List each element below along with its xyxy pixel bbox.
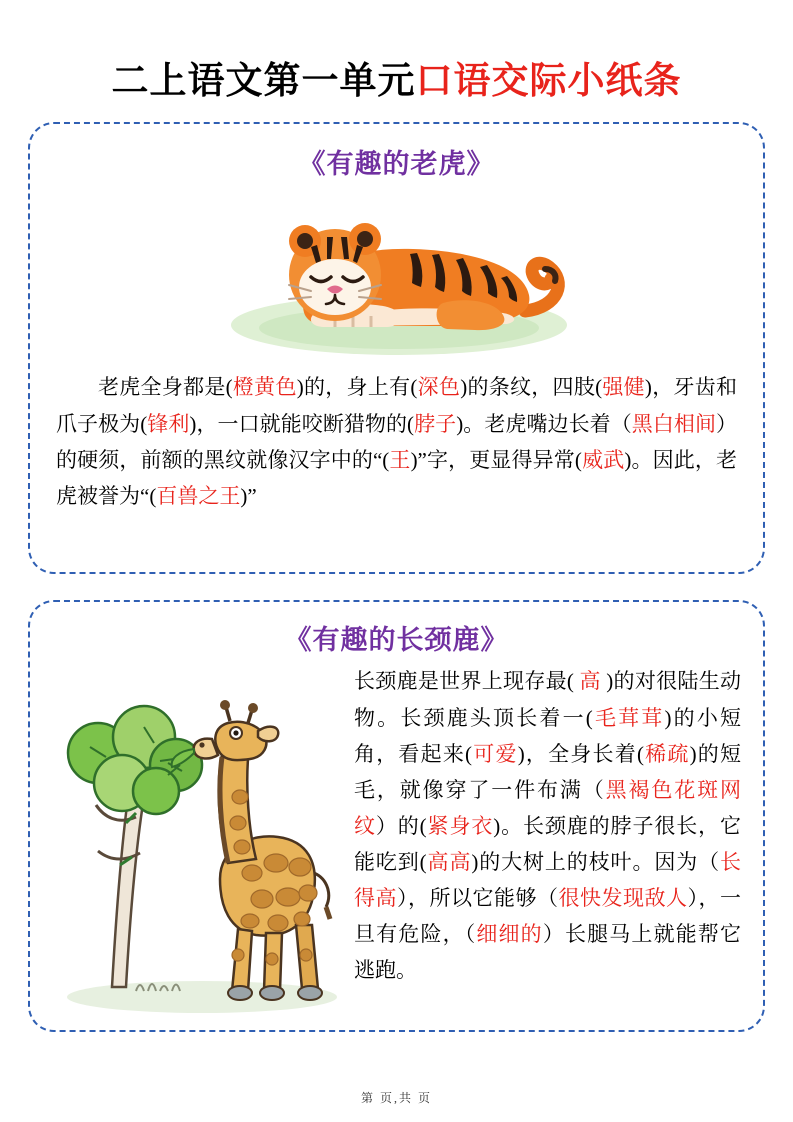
plain-text: ），所以它能够（: [397, 886, 559, 911]
plain-text: )，一口就能咬断猎物的(: [189, 411, 415, 436]
highlighted-answer: 黑白相间: [631, 411, 717, 436]
highlighted-answer: 威武: [581, 447, 625, 472]
plain-text: 长颈鹿是世界上现存最(: [354, 669, 580, 694]
highlighted-answer: 脖子: [414, 411, 457, 436]
section-card-giraffe: [28, 600, 765, 1032]
giraffe-illustration: [52, 661, 348, 1024]
section-heading-tiger: 《有趣的老虎》: [298, 149, 495, 180]
plain-text: ）的硬须，前额的黑纹就像汉字中的“(: [56, 411, 738, 472]
highlighted-answer: 锋利: [147, 411, 190, 436]
plain-text: )的大树上的枝叶。因为（: [471, 849, 721, 874]
highlighted-answer: 高高: [426, 849, 472, 874]
plain-text: 老虎全身都是(: [98, 375, 233, 400]
plain-text: )的短毛，就像穿了一件布满（: [354, 741, 741, 802]
highlighted-answer: 橙黄色: [232, 375, 297, 400]
page-title: [28, 60, 765, 104]
highlighted-answer: 高: [579, 669, 601, 694]
highlighted-answer: 很快发现敌人: [558, 886, 688, 911]
highlighted-answer: 王: [389, 447, 411, 472]
plain-text: )的，身上有(: [296, 375, 418, 400]
plain-text: )”字，更显得异常(: [410, 447, 582, 472]
plain-text: ）的(: [375, 813, 427, 838]
highlighted-answer: 长得高: [354, 849, 742, 911]
highlighted-answer: 可爱: [472, 741, 518, 766]
highlighted-answer: 黑褐色花斑网纹: [354, 777, 741, 838]
page-footer: 第 页,共 页: [360, 1091, 432, 1105]
page-title-red: 口语交际小纸条: [415, 61, 682, 102]
highlighted-answer: 深色: [417, 375, 461, 400]
paragraph-runs-tiger: [56, 375, 737, 507]
plain-text: )”: [240, 483, 257, 508]
plain-text: )。因此，老虎被誉为“(: [56, 447, 737, 508]
section-heading-giraffe: 《有趣的长颈鹿》: [284, 625, 509, 656]
plain-text: )的条纹，四肢(: [460, 375, 603, 400]
highlighted-answer: 稀疏: [643, 741, 690, 766]
plain-text: )的对很陆生动物。长颈鹿头顶长着一(: [354, 669, 742, 730]
plain-text: )，牙齿和爪子极为(: [56, 375, 738, 436]
section-paragraph-giraffe: [354, 663, 741, 988]
plain-text: )的小短角，看起来(: [354, 705, 742, 766]
page-title-black: 二上语文第一单元: [111, 61, 416, 102]
tiger-illustration: [56, 185, 737, 363]
paragraph-runs-giraffe: [354, 669, 741, 982]
section-card-tiger: [28, 122, 765, 574]
highlighted-answer: 细细的: [476, 922, 543, 947]
highlighted-answer: 毛茸茸: [592, 705, 665, 730]
plain-text: ）长腿马上就能帮它逃跑。: [354, 922, 742, 983]
plain-text: )。老虎嘴边长着（: [456, 411, 632, 436]
plain-text: ），一旦有危险，（: [354, 886, 741, 947]
tiger-icon: [207, 185, 587, 361]
giraffe-icon: [52, 667, 342, 1019]
highlighted-answer: 强健: [602, 375, 645, 400]
highlighted-answer: 百兽之王: [156, 483, 241, 508]
plain-text: )，全身长着(: [517, 741, 644, 766]
plain-text: )。长颈鹿的脖子很长，它能吃到(: [354, 813, 742, 874]
section-paragraph-tiger: [56, 369, 737, 513]
highlighted-answer: 紧身衣: [426, 813, 494, 838]
